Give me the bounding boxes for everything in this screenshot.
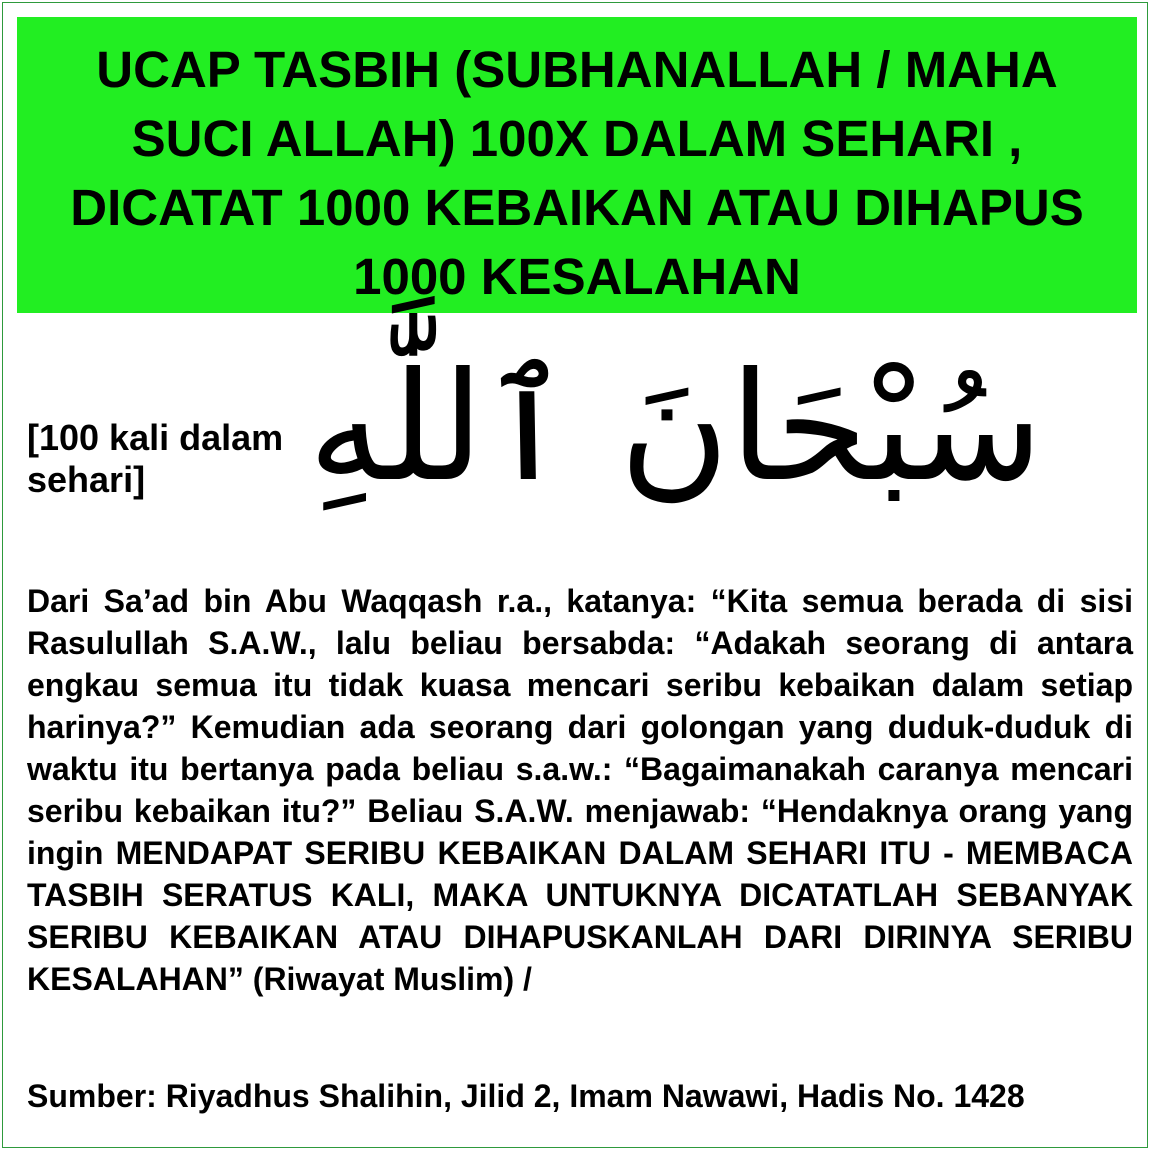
hadith-text: Dari Sa’ad bin Abu Waqqash r.a., katanya: “Kita semua berada di sisi Rasulullah S.A.W., lalu beliau bersabda: “Adakah seorang di antara engkau semua itu tidak kuasa mencari seribu kebaikan dalam setiap harinya?” Kemudian ada seorang dari golongan yang duduk-duduk di waktu itu bertanya pada beliau s.a.w.: “Bagaimanakah caranya mencari seribu kebaikan itu?” Beliau S.A.W. menjawab: “Hendaknya orang yang ingin MENDAPAT SERIBU KEBAIKAN DALAM SEHARI ITU - MEMBACA TASBIH SERATUS KALI, MAKA UNTUKNYA DICATATLAH SEBANYAK SERIBU KEBAIKAN ATAU DIHAPUSKANLAH DARI DIRINYA SERIBU KESALAHAN” (Riwayat Muslim) /	[27, 583, 1133, 997]
banner-title: UCAP TASBIH (SUBHANALLAH / MAHA SUCI ALLAH) 100X DALAM SEHARI , DICATAT 1000 KEBAIKAN ATAU DIHAPUS 1000 KESALAHAN	[70, 41, 1084, 305]
poster	[2, 2, 1148, 1148]
title-banner	[17, 17, 1137, 313]
repetition-count-label: [100 kali dalam sehari]	[27, 417, 284, 500]
arabic-calligraphy: سُبْحَانَ ٱللَّٰهِ	[308, 341, 1043, 515]
source-citation: Sumber: Riyadhus Shalihin, Jilid 2, Imam Nawawi, Hadis No. 1428	[27, 1078, 1025, 1114]
